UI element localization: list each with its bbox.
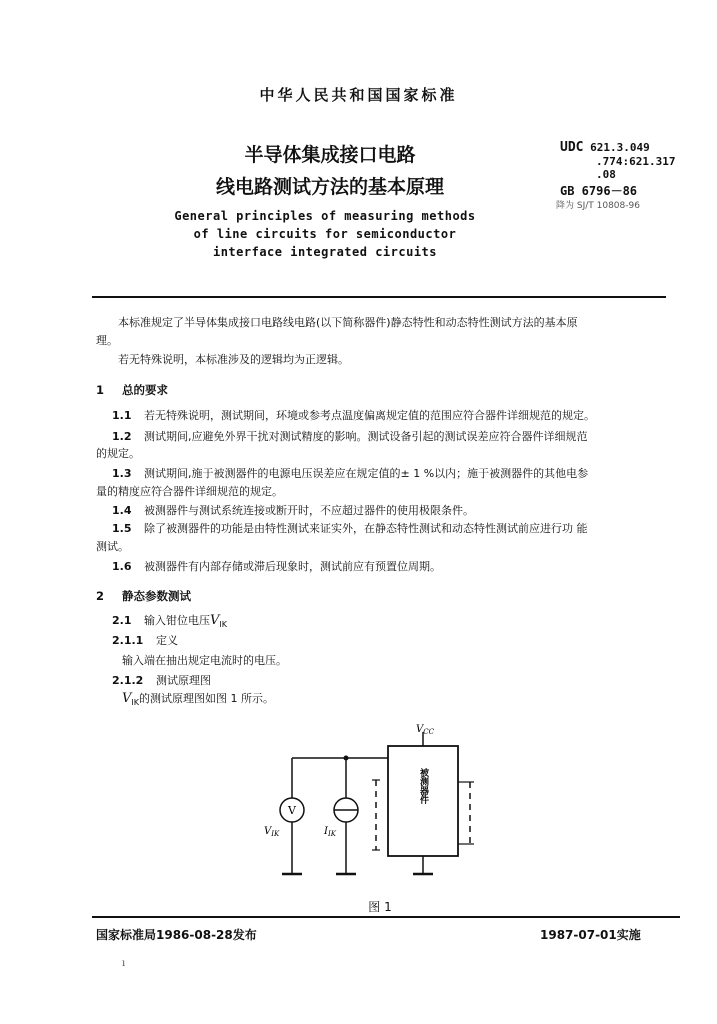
intro-paragraph-1b: 理。 [96,334,118,347]
clause-number: 2.1 [112,614,132,627]
item-text: 测试期间,施于被测器件的电源电压误差应在规定值的± 1 %以内；施于被测器件的其他电参 [144,467,589,480]
figure-1-circuit [250,722,490,892]
title-en-line-1: General principles of measuring methods [174,209,476,223]
clause-title: 测试原理图 [156,674,211,687]
item-1-5-cont: 测试。 [96,540,129,553]
item-number: 1.4 [112,504,132,517]
intro-paragraph-1a: 本标准规定了半导体集成接口电路线电路(以下简称器件)静态特性和动态特性测试方法的基本原 [118,316,578,329]
issuing-org: 中华人民共和国国家标准 [259,86,458,104]
figure-caption: 图 1 [368,900,392,914]
replaced-note: 降为 SJ/T 10808-96 [556,201,640,211]
clause-number: 2.1.2 [112,674,144,687]
title-cn-line-1: 半导体集成接口电路 [244,144,416,166]
section-1-heading [96,382,168,398]
clause-2-1-1 [112,634,178,648]
item-1-3-cont: 量的精度应符合器件详细规范的规定。 [96,485,283,498]
item-number: 1.6 [112,560,132,573]
page-mark: ı [122,958,126,969]
iik-label: $I_{IK}$ [324,826,336,838]
udc-code-2: .774:621.317 [596,155,676,168]
udc-block [560,140,650,155]
clause-2-1-2-text [122,692,274,710]
title-en-line-3: interface integrated circuits [212,245,437,259]
intro-paragraph-2: 若无特殊说明，本标准涉及的逻辑均为正逻辑。 [118,353,349,366]
clause-2-1-1-text: 输入端在抽出规定电流时的电压。 [122,654,287,667]
section-2-heading [96,588,191,604]
item-text: 测试期间,应避免外界干扰对测试精度的影响。测试设备引起的测试误差应符合器件详细规范 [144,430,588,443]
clause-number: 2.1.1 [112,634,144,647]
vcc-label: $V_{CC}$ [416,724,434,736]
udc-code-1: 621.3.049 [590,141,650,154]
item-text: 被测器件与测试系统连接或断开时，不应超过器件的使用极限条件。 [144,504,474,517]
section-1-title: 总的要求 [122,383,169,397]
section-2-title: 静态参数测试 [122,589,192,603]
item-text: 若无特殊说明，测试期间，环境或参考点温度偏离规定值的范围应符合器件详细规范的规定。 [144,409,595,422]
item-1-1 [112,409,595,423]
symbol-sub: IK [131,698,139,708]
section-1-number: 1 [96,383,105,397]
gb-number: GB 6796－86 [560,184,638,198]
symbol-sub: IK [219,620,227,630]
voltmeter-label: V [288,804,296,817]
section-2-number: 2 [96,589,105,603]
footer-publish: 国家标准局1986-08-28发布 [96,928,257,942]
item-1-6 [112,560,441,574]
item-number: 1.3 [112,467,132,480]
item-1-2-cont: 的规定。 [96,447,140,460]
footer-effective: 1987-07-01实施 [540,928,641,942]
clause-2-1 [112,614,227,632]
symbol-v: V [210,613,220,628]
udc-label: UDC [560,140,584,155]
item-text: 除了被测器件的功能是由特性测试来证实外，在静态特性测试和动态特性测试前应进行功 能 [144,522,588,535]
item-number: 1.1 [112,409,132,422]
clause-text: 的测试原理图如图 1 所示。 [139,692,274,705]
item-number: 1.2 [112,430,132,443]
item-text: 被测器件有内部存储或滞后现象时，测试前应有预置位周期。 [144,560,441,573]
header-rule [92,296,666,298]
item-number: 1.5 [112,522,132,535]
clause-title: 输入钳位电压 [144,614,210,627]
clause-title: 定义 [156,634,178,647]
dut-label: 被测器件 [418,768,428,804]
title-cn-line-2: 线电路测试方法的基本原理 [215,176,444,198]
item-1-4 [112,504,474,518]
clause-2-1-2 [112,674,211,688]
symbol-v: V [122,691,132,706]
item-1-2 [112,430,588,444]
vik-label: $V_{IK}$ [264,826,280,838]
item-1-5 [112,522,588,536]
item-1-3 [112,467,588,481]
footer-rule [92,916,680,918]
title-en-line-2: of line circuits for semiconductor [193,227,457,241]
udc-code-3: .08 [596,168,616,181]
